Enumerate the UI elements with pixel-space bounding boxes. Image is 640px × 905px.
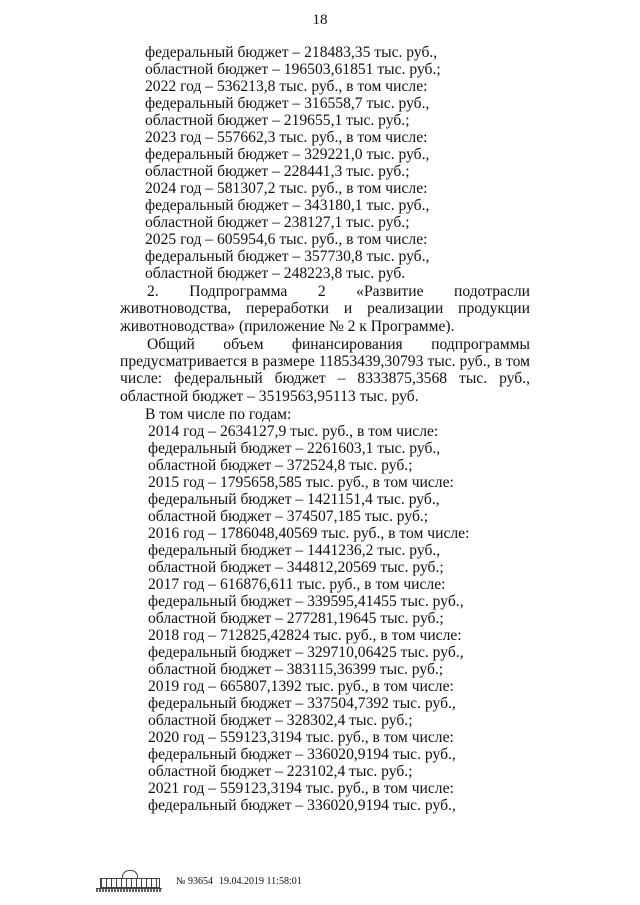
text-line: областной бюджет – 374507,185 тыс. руб.; — [148, 508, 429, 526]
text-line: 2023 год – 557662,3 тыс. руб., в том числе: — [145, 129, 428, 146]
by-years-heading: В том числе по годам: — [145, 406, 292, 424]
text-line: 2017 год – 616876,611 тыс. руб., в том числе: — [148, 576, 446, 594]
text-line: 2019 год – 665807,1392 тыс. руб., в том числе: — [148, 678, 454, 696]
funding-lines-top — [120, 44, 530, 282]
page-number: 18 — [312, 12, 328, 28]
text-line: областной бюджет – 228441,3 тыс. руб.; — [145, 163, 410, 180]
text-line: областной бюджет – 223102,4 тыс. руб.; — [148, 763, 413, 781]
text-line: 2015 год – 1795658,585 тыс. руб., в том числе: — [148, 474, 454, 492]
text-line: областной бюджет – 277281,19645 тыс. руб.; — [148, 610, 444, 628]
text-line: федеральный бюджет – 316558,7 тыс. руб., — [145, 95, 430, 112]
text-line: 2025 год – 605954,6 тыс. руб., в том числе: — [145, 231, 428, 248]
text-line: 2018 год – 712825,42824 тыс. руб., в том числе: — [148, 627, 462, 645]
text-line: федеральный бюджет – 2261603,1 тыс. руб., — [148, 440, 441, 458]
government-building-stamp-icon — [96, 870, 162, 892]
text-line: 2022 год – 536213,8 тыс. руб., в том числе: — [145, 78, 428, 95]
text-line: федеральный бюджет – 1441236,2 тыс. руб., — [148, 542, 441, 560]
text-line: областной бюджет – 248223,8 тыс. руб. — [145, 265, 406, 282]
text-line: 2014 год – 2634127,9 тыс. руб., в том числе: — [148, 423, 439, 441]
text-line: областной бюджет – 344812,20569 тыс. руб.; — [148, 559, 444, 577]
text-line: федеральный бюджет – 329221,0 тыс. руб., — [145, 146, 430, 163]
document-body — [120, 44, 530, 814]
text-line: 2020 год – 559123,3194 тыс. руб., в том числе: — [148, 729, 454, 747]
document-number: № 93654 — [176, 875, 214, 887]
text-line: федеральный бюджет – 339595,41455 тыс. руб., — [148, 593, 464, 611]
text-line: областной бюджет – 328302,4 тыс. руб.; — [148, 712, 413, 730]
text-line: областной бюджет – 383115,36399 тыс. руб.; — [148, 661, 444, 679]
text-line: федеральный бюджет – 337504,7392 тыс. руб., — [148, 695, 456, 713]
text-line: 2024 год – 581307,2 тыс. руб., в том числе: — [145, 180, 428, 197]
text-line: федеральный бюджет – 343180,1 тыс. руб., — [145, 197, 430, 214]
text-line: 2021 год – 559123,3194 тыс. руб., в том числе: — [148, 780, 454, 798]
text-line: федеральный бюджет – 336020,9194 тыс. руб., — [148, 797, 456, 815]
text-line: 2016 год – 1786048,40569 тыс. руб., в том числе: — [148, 525, 470, 543]
subprogram-paragraph: 2. Подпрограмма 2 «Развитие подотрасли животноводства, переработки и реализации продукции животноводства» (приложение № 2 к Программе). — [120, 283, 530, 335]
text-line: федеральный бюджет – 357730,8 тыс. руб., — [145, 248, 430, 265]
text-line: федеральный бюджет – 329710,06425 тыс. руб., — [148, 644, 464, 662]
funding-lines-by-year — [120, 423, 530, 814]
document-timestamp: 19.04.2019 11:58:01 — [219, 875, 302, 887]
text-line: федеральный бюджет – 336020,9194 тыс. руб., — [148, 746, 456, 764]
text-line: областной бюджет – 196503,61851 тыс. руб.; — [145, 61, 441, 78]
document-footer — [96, 869, 302, 893]
text-line: областной бюджет – 372524,8 тыс. руб.; — [148, 457, 413, 475]
total-funding-paragraph: Общий объем финансирования подпрограммы предусматривается в размере 11853439,30793 тыс. руб., в том числе: федеральный бюджет – 8333875,3568 тыс. руб., областной бюджет – 3519563,95113 тыс. руб. — [120, 335, 530, 405]
text-line: федеральный бюджет – 1421151,4 тыс. руб., — [148, 491, 440, 509]
text-line: федеральный бюджет – 218483,35 тыс. руб., — [145, 44, 438, 61]
text-line: областной бюджет – 238127,1 тыс. руб.; — [145, 214, 410, 231]
text-line: областной бюджет – 219655,1 тыс. руб.; — [145, 112, 410, 129]
